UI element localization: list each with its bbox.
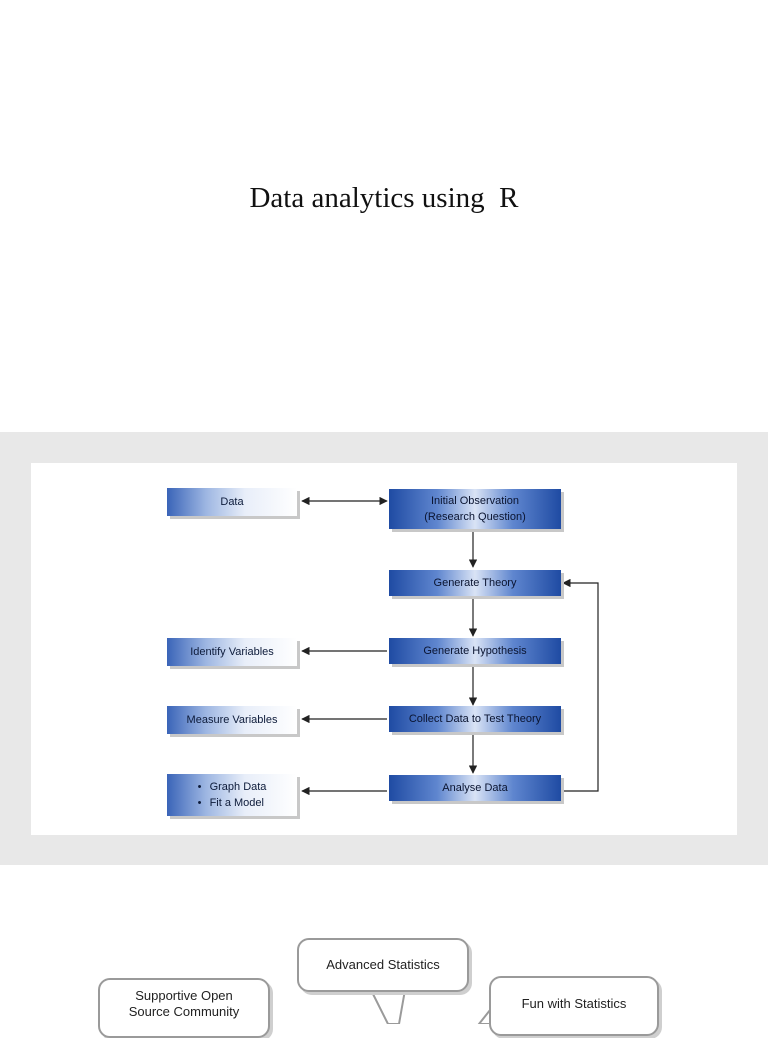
- outcome-graph-data: • Graph Data: [198, 779, 267, 795]
- flowchart-connectors: [31, 463, 737, 835]
- flow-box-collect-data: [389, 706, 561, 732]
- analyse-data-label: Analyse Data: [442, 782, 508, 794]
- supportive-line2: Source Community: [128, 1004, 240, 1019]
- title-slide: [0, 0, 768, 432]
- generate-hypothesis-label: Generate Hypothesis: [423, 645, 527, 657]
- supportive-line1: Supportive Open: [135, 988, 233, 1003]
- bubble-supportive-community: [98, 978, 270, 1038]
- flow-box-initial-observation: [389, 489, 561, 529]
- flowchart-slide: [31, 463, 737, 835]
- flow-box-analyse-data: [389, 775, 561, 801]
- flow-box-identify-variables: [167, 638, 297, 666]
- bubbles-slide: [31, 896, 737, 1024]
- outcome-fit-model: • Fit a Model: [198, 795, 267, 811]
- initial-observation-line1: Initial Observation: [430, 495, 520, 507]
- flow-box-data-label: Data: [220, 496, 244, 508]
- initial-observation-line2: (Research Question): [424, 511, 526, 523]
- flow-box-outcomes: [167, 774, 297, 816]
- tail-advanced-statistics: [371, 990, 405, 1024]
- flow-box-data: [167, 488, 297, 516]
- collect-data-label: Collect Data to Test Theory: [408, 713, 542, 725]
- fun-with-statistics-label: Fun with Statistics: [521, 996, 627, 1011]
- outcomes-list: [198, 779, 267, 811]
- flow-box-measure-variables: [167, 706, 297, 734]
- flow-box-generate-hypothesis: [389, 638, 561, 664]
- generate-theory-label: Generate Theory: [433, 577, 517, 589]
- bubble-fun-with-statistics: [489, 976, 659, 1036]
- flow-box-generate-theory: [389, 570, 561, 596]
- advanced-statistics-label: Advanced Statistics: [326, 957, 440, 972]
- measure-variables-label: Measure Variables: [186, 714, 278, 726]
- identify-variables-label: Identify Variables: [190, 646, 274, 658]
- bubble-advanced-statistics: [297, 938, 469, 992]
- slide-title: Data analytics using R: [249, 182, 519, 214]
- arrow-feedback-loop: [562, 583, 598, 791]
